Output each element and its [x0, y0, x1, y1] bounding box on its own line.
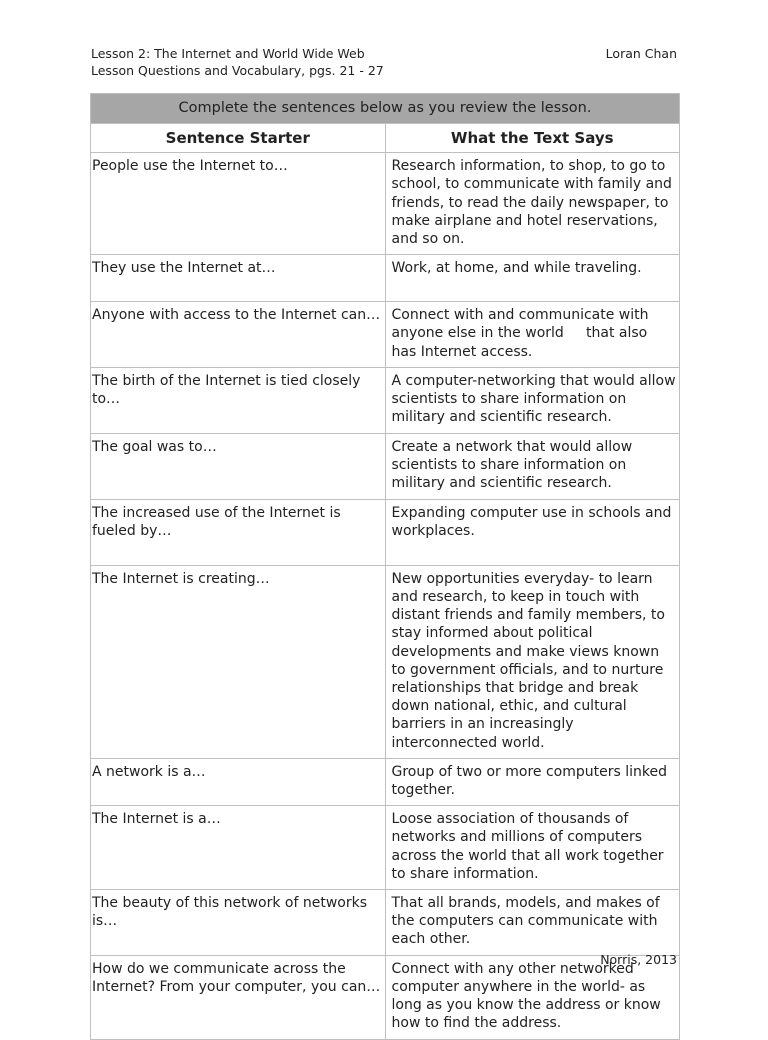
answer-cell: That all brands, models, and makes of the computers can communicate with each other.	[385, 890, 680, 956]
answer-cell: Work, at home, and while traveling.	[385, 255, 680, 302]
sentence-starter-cell: The increased use of the Internet is fueled by…	[91, 499, 386, 565]
table-row	[91, 955, 680, 1039]
answer-cell: Research information, to shop, to go to school, to communicate with family and friends, to read the daily newspaper, to make airplane and hotel reservations, and so on.	[385, 153, 680, 255]
sentence-starter-cell: A network is a…	[91, 758, 386, 805]
sentence-starter-cell: How do we communicate across the Internet? From your computer, you can…	[91, 955, 386, 1039]
answer-cell: Connect with any other networked computer anywhere in the world- as long as you know the address or know how to find the address.	[385, 955, 680, 1039]
sentence-starter-cell: The goal was to…	[91, 433, 386, 499]
footer-credit: Norris, 2013	[600, 952, 677, 967]
sentence-starter-cell: Anyone with access to the Internet can…	[91, 302, 386, 368]
answer-cell: A computer-networking that would allow scientists to share information on military and scientific research.	[385, 367, 680, 433]
answer-cell: Create a network that would allow scientists to share information on military and scientific research.	[385, 433, 680, 499]
table-row	[91, 153, 680, 255]
worksheet-table	[90, 93, 680, 1040]
table-row	[91, 565, 680, 758]
table-banner: Complete the sentences below as you review the lesson.	[91, 94, 680, 124]
document-header-left	[91, 45, 384, 79]
student-name: Loran Chan	[605, 46, 677, 61]
table-row	[91, 499, 680, 565]
table-header-row	[91, 124, 680, 153]
answer-cell: New opportunities everyday- to learn and research, to keep in touch with distant friends and family members, to stay informed about political developments and make views known to government officials, and to nurture relationships that bridge and break down national, ethic, and cultural barriers in an increasingly interconnected world.	[385, 565, 680, 758]
table-row	[91, 302, 680, 368]
column-header-sentence-starter: Sentence Starter	[91, 124, 386, 153]
answer-cell: Expanding computer use in schools and workplaces.	[385, 499, 680, 565]
table-row	[91, 758, 680, 805]
sentence-starter-cell: The beauty of this network of networks is…	[91, 890, 386, 956]
table-row	[91, 255, 680, 302]
sentence-starter-cell: The birth of the Internet is tied closely to…	[91, 367, 386, 433]
table-banner-row	[91, 94, 680, 124]
table-row	[91, 367, 680, 433]
sentence-starter-cell: They use the Internet at…	[91, 255, 386, 302]
column-header-what-text-says: What the Text Says	[385, 124, 680, 153]
table-row	[91, 433, 680, 499]
answer-cell: Loose association of thousands of networks and millions of computers across the world that all work together to share information.	[385, 806, 680, 890]
table-row	[91, 806, 680, 890]
table-row	[91, 890, 680, 956]
sentence-starter-cell: The Internet is creating…	[91, 565, 386, 758]
answer-cell: Connect with and communicate with anyone else in the world that also has Internet access.	[385, 302, 680, 368]
answer-cell: Group of two or more computers linked together.	[385, 758, 680, 805]
sentence-starter-cell: The Internet is a…	[91, 806, 386, 890]
lesson-title: Lesson 2: The Internet and World Wide Web	[91, 46, 365, 61]
lesson-subtitle: Lesson Questions and Vocabulary, pgs. 21 - 27	[91, 63, 384, 78]
sentence-starter-cell: People use the Internet to…	[91, 153, 386, 255]
